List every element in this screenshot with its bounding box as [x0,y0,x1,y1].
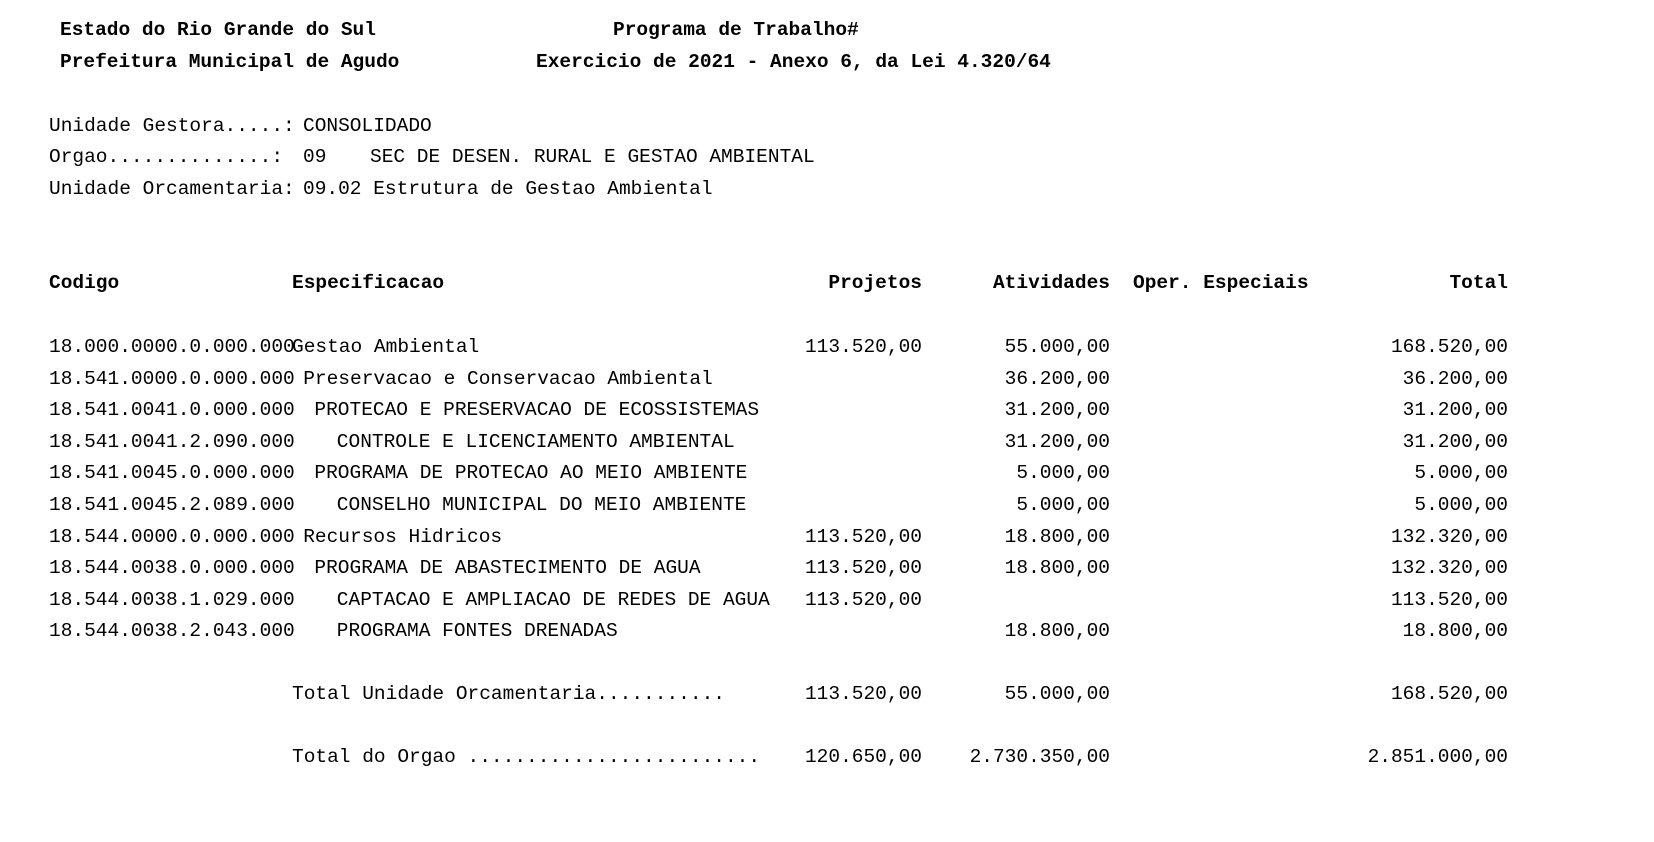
col-header-especificacao: Especificacao [292,272,445,294]
row-especificacao: Preservacao e Conservacao Ambiental [303,368,713,390]
row-especificacao: Gestao Ambiental [292,336,480,358]
exercise-title: Exercicio de 2021 - Anexo 6, da Lei 4.320/64 [536,51,1051,73]
gestora-value: CONSOLIDADO [303,115,432,137]
row-atividades: 5.000,00 [1016,494,1110,516]
row-total: 36.200,00 [1402,368,1508,390]
row-codigo: 18.000.0000.0.000.000 [49,336,295,358]
state-heading: Estado do Rio Grande do Sul [60,19,376,41]
col-header-codigo: Codigo [49,272,120,294]
row-codigo: 18.541.0045.0.000.000 [49,462,295,484]
col-header-projetos: Projetos [828,272,922,294]
orgao-name: SEC DE DESEN. RURAL E GESTAO AMBIENTAL [370,146,815,168]
gestora-label: Unidade Gestora.....: [49,115,295,137]
row-total: 113.520,00 [1390,589,1508,611]
row-codigo: 18.541.0000.0.000.000 [49,368,295,390]
row-atividades: 31.200,00 [1004,431,1110,453]
row-especificacao: CAPTACAO E AMPLIACAO DE REDES DE AGUA [336,589,770,611]
col-header-atividades: Atividades [992,272,1110,294]
row-atividades: 36.200,00 [1004,368,1110,390]
row-projetos: 113.520,00 [804,336,922,358]
total-unidade-label: Total Unidade Orcamentaria........... [292,683,725,705]
row-especificacao: PROTECAO E PRESERVACAO DE ECOSSISTEMAS [314,399,760,421]
row-total: 5.000,00 [1414,494,1508,516]
total-unidade-atividades: 55.000,00 [1004,683,1110,705]
row-total: 132.320,00 [1390,557,1508,579]
row-total: 168.520,00 [1390,336,1508,358]
row-especificacao: PROGRAMA FONTES DRENADAS [336,620,618,642]
col-header-oper-especiais: Oper. Especiais [1133,272,1309,294]
row-especificacao: PROGRAMA DE PROTECAO AO MEIO AMBIENTE [314,462,748,484]
row-especificacao: CONSELHO MUNICIPAL DO MEIO AMBIENTE [336,494,747,516]
orgao-label: Orgao..............: [49,146,284,168]
total-orgao-total: 2.851.000,00 [1367,746,1508,768]
row-codigo: 18.544.0038.2.043.000 [49,620,295,642]
row-codigo: 18.541.0045.2.089.000 [49,494,295,516]
row-total: 31.200,00 [1402,431,1508,453]
row-especificacao: PROGRAMA DE ABASTECIMENTO DE AGUA [314,557,701,579]
row-atividades: 55.000,00 [1004,336,1110,358]
orcamentaria-label: Unidade Orcamentaria: [49,178,295,200]
row-atividades: 18.800,00 [1004,557,1110,579]
row-codigo: 18.541.0041.0.000.000 [49,399,295,421]
total-orgao-atividades: 2.730.350,00 [969,746,1110,768]
total-orgao-projetos: 120.650,00 [804,746,922,768]
orcamentaria-value: 09.02 Estrutura de Gestao Ambiental [303,178,713,200]
row-atividades: 31.200,00 [1004,399,1110,421]
row-codigo: 18.544.0000.0.000.000 [49,526,295,548]
row-especificacao: CONTROLE E LICENCIAMENTO AMBIENTAL [336,431,735,453]
row-total: 5.000,00 [1414,462,1508,484]
total-unidade-total: 168.520,00 [1390,683,1508,705]
row-projetos: 113.520,00 [804,526,922,548]
row-projetos: 113.520,00 [804,589,922,611]
municipality-heading: Prefeitura Municipal de Agudo [60,51,400,73]
row-atividades: 5.000,00 [1016,462,1110,484]
program-title: Programa de Trabalho# [613,19,859,41]
orgao-code: 09 [303,146,327,168]
row-total: 31.200,00 [1402,399,1508,421]
col-header-total: Total [1449,272,1508,294]
total-unidade-projetos: 113.520,00 [804,683,922,705]
row-projetos: 113.520,00 [804,557,922,579]
row-total: 132.320,00 [1390,526,1508,548]
row-total: 18.800,00 [1402,620,1508,642]
row-codigo: 18.544.0038.0.000.000 [49,557,295,579]
row-codigo: 18.544.0038.1.029.000 [49,589,295,611]
row-atividades: 18.800,00 [1004,620,1110,642]
row-atividades: 18.800,00 [1004,526,1110,548]
total-orgao-label: Total do Orgao ......................... [292,746,761,768]
row-especificacao: Recursos Hidricos [303,526,503,548]
row-codigo: 18.541.0041.2.090.000 [49,431,295,453]
